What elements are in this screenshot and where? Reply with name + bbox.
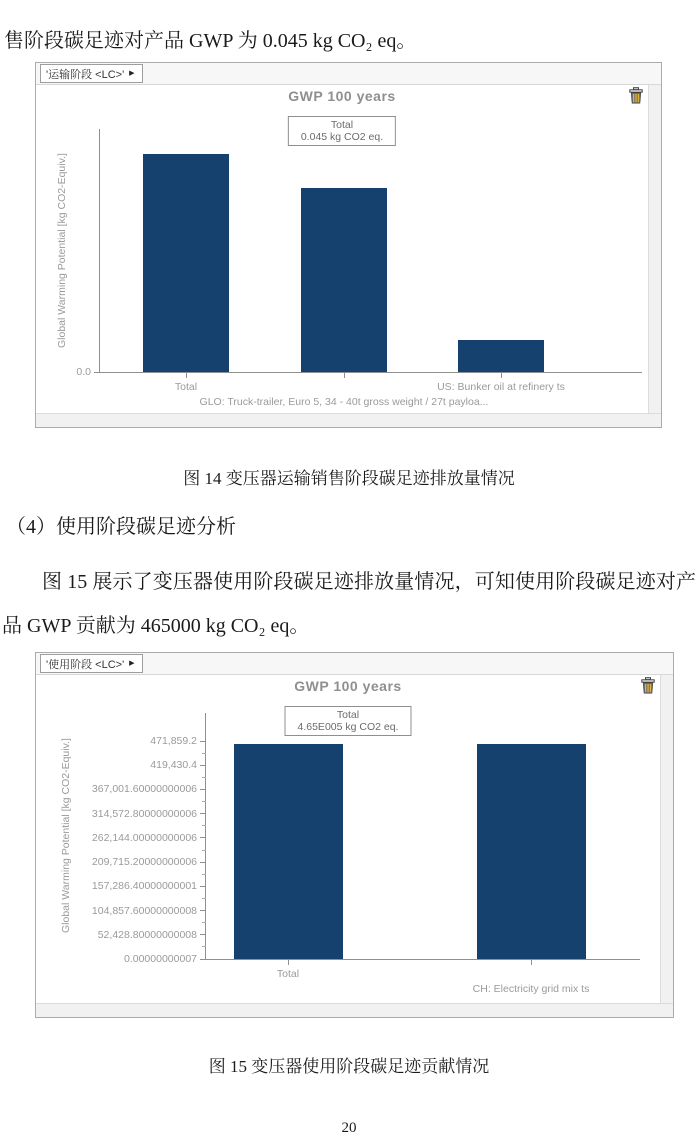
page-number: 20 bbox=[341, 1120, 357, 1136]
y-tick-mark bbox=[200, 837, 206, 838]
x-axis-label: GLO: Truck-trailer, Euro 5, 34 - 40t gross weight / 27t payloa... bbox=[199, 396, 489, 408]
tab-transport-stage[interactable] bbox=[40, 64, 143, 83]
chart1-tab-bar bbox=[36, 63, 661, 85]
chart1-area bbox=[36, 85, 648, 413]
chart2-horizontal-scrollbar[interactable] bbox=[36, 1003, 673, 1017]
x-axis-tick bbox=[344, 372, 345, 378]
y-tick-mark bbox=[200, 959, 206, 960]
bar-total bbox=[234, 744, 343, 959]
y-tick-label: 262,144.00000000006 bbox=[91, 831, 197, 844]
y-tick-mark bbox=[200, 765, 206, 766]
y-tick-label: 52,428.80000000008 bbox=[97, 928, 197, 941]
legend-series-name: Total bbox=[336, 709, 360, 721]
y-minor-tick-mark bbox=[202, 777, 206, 778]
chart2-legend bbox=[285, 706, 412, 736]
y-tick-label: 314,572.80000000006 bbox=[91, 807, 197, 820]
chart1-plot-area bbox=[76, 129, 642, 408]
x-axis-label: Total bbox=[276, 968, 300, 980]
bar-glo bbox=[301, 188, 387, 372]
chart2-plot-area bbox=[91, 713, 640, 995]
y-minor-tick-mark bbox=[202, 801, 206, 802]
intro-text: 售阶段碳足迹对产品 GWP 为 0.045 kg CO₂ eq。 bbox=[4, 30, 417, 52]
bar-us bbox=[458, 340, 544, 372]
y-tick-mark bbox=[200, 862, 206, 863]
tab-use-stage[interactable] bbox=[40, 654, 143, 673]
y-minor-tick-mark bbox=[202, 922, 206, 923]
y-tick-label: 419,430.4 bbox=[150, 759, 197, 772]
x-axis-label: CH: Electricity grid mix ts bbox=[472, 983, 590, 995]
legend-series-name: Total bbox=[330, 119, 354, 131]
legend-series-value: 4.65E005 kg CO2 eq. bbox=[297, 721, 399, 733]
chart-panel-use-stage bbox=[35, 652, 674, 1018]
chart1-legend bbox=[288, 116, 396, 146]
x-axis-tick bbox=[531, 959, 532, 965]
y-tick-label: 0.00000000007 bbox=[124, 953, 197, 965]
x-axis-label: US: Bunker oil at refinery ts bbox=[437, 381, 565, 393]
tab-label: '运输阶段 <LC>' bbox=[46, 68, 125, 81]
y-tick-mark bbox=[200, 789, 206, 790]
y-minor-tick-mark bbox=[202, 850, 206, 851]
chart2-vertical-scrollbar[interactable] bbox=[660, 675, 673, 1003]
chart1-vertical-scrollbar[interactable] bbox=[648, 85, 661, 413]
y-tick-mark bbox=[200, 910, 206, 911]
y-tick-label: 0.0 bbox=[76, 366, 91, 378]
y-minor-tick-mark bbox=[202, 825, 206, 826]
bar-total bbox=[143, 154, 229, 372]
y-tick-mark bbox=[94, 372, 100, 373]
y-tick-label: 157,286.40000000001 bbox=[91, 880, 197, 893]
chart-panel-transport-stage bbox=[35, 62, 662, 428]
tab-expand-arrow-icon: ▶ bbox=[129, 660, 135, 667]
chart2-title: GWP 100 years bbox=[294, 678, 402, 694]
y-tick-label: 209,715.20000000006 bbox=[91, 856, 197, 869]
chart2-tab-bar bbox=[36, 653, 673, 675]
y-minor-tick-mark bbox=[202, 753, 206, 754]
y-tick-mark bbox=[200, 813, 206, 814]
bar-ch bbox=[477, 744, 586, 959]
y-tick-mark bbox=[200, 741, 206, 742]
chart1-y-axis-title: Global Warming Potential [kg CO2-Equiv.] bbox=[56, 153, 68, 348]
y-tick-label: 471,859.2 bbox=[150, 735, 197, 747]
figure15-caption: 图 15 变压器使用阶段碳足迹贡献情况 bbox=[208, 1057, 490, 1076]
y-tick-mark bbox=[200, 934, 206, 935]
x-axis-tick bbox=[288, 959, 289, 965]
y-tick-mark bbox=[200, 886, 206, 887]
x-axis-tick bbox=[501, 372, 502, 378]
y-minor-tick-mark bbox=[202, 898, 206, 899]
tab-expand-arrow-icon: ▶ bbox=[129, 70, 135, 77]
chart1-horizontal-scrollbar[interactable] bbox=[36, 413, 661, 427]
y-tick-label: 104,857.60000000008 bbox=[91, 904, 197, 917]
y-minor-tick-mark bbox=[202, 874, 206, 875]
x-axis-tick bbox=[186, 372, 187, 378]
y-minor-tick-mark bbox=[202, 946, 206, 947]
chart2-y-axis-title: Global Warming Potential [kg CO2-Equiv.] bbox=[60, 738, 72, 934]
tab-label: '使用阶段 <LC>' bbox=[46, 658, 125, 671]
x-axis-label: Total bbox=[174, 381, 198, 393]
chart2-area bbox=[36, 675, 660, 1003]
body-paragraph: 图 15 展示了变压器使用阶段碳足迹排放量情况，可知使用阶段碳足迹对产品 GWP 贡献为 465000 kg CO₂ eq。 bbox=[2, 571, 696, 637]
section-heading: （4）使用阶段碳足迹分析 bbox=[6, 516, 236, 538]
y-tick-label: 367,001.60000000006 bbox=[91, 783, 197, 796]
legend-series-value: 0.045 kg CO2 eq. bbox=[300, 131, 384, 143]
figure14-caption: 图 14 变压器运输销售阶段碳足迹排放量情况 bbox=[183, 469, 515, 488]
chart1-title: GWP 100 years bbox=[288, 88, 396, 104]
